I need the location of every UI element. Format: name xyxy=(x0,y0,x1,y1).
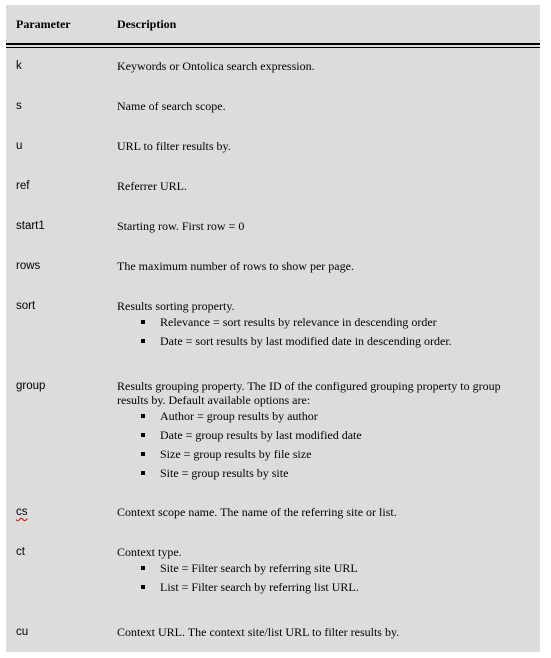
option-text: Relevance = sort results by relevance in descending order xyxy=(160,315,437,329)
parameter-name: group xyxy=(16,380,46,392)
parameter-description xyxy=(117,59,512,73)
description-text: Context scope name. The name of the referring site or list. xyxy=(117,505,397,519)
option-list xyxy=(117,409,512,480)
option-text: Size = group results by file size xyxy=(160,447,312,461)
description-text: URL to filter results by. xyxy=(117,139,231,153)
parameter-name: rows xyxy=(16,260,41,272)
description-text: Context type. xyxy=(117,545,182,559)
option-item xyxy=(117,315,512,329)
option-item xyxy=(117,409,512,423)
square-bullet-icon xyxy=(141,339,145,343)
square-bullet-icon xyxy=(141,471,145,475)
square-bullet-icon xyxy=(141,585,145,589)
description-text: The maximum number of rows to show per page. xyxy=(117,259,354,273)
description-text: Keywords or Ontolica search expression. xyxy=(117,59,315,73)
description-text: Results grouping property. The ID of the configured grouping property to group results by. Default available options are: xyxy=(117,379,501,407)
option-text: Date = sort results by last modified date in descending order. xyxy=(160,334,452,348)
parameter-description xyxy=(117,545,512,599)
parameter-description xyxy=(117,259,512,273)
option-text: Site = group results by site xyxy=(160,466,289,480)
square-bullet-icon xyxy=(141,414,145,418)
option-text: Date = group results by last modified date xyxy=(160,428,362,442)
parameter-name: start1 xyxy=(16,220,45,232)
parameter-table xyxy=(6,5,540,652)
square-bullet-icon xyxy=(141,433,145,437)
description-text: Starting row. First row = 0 xyxy=(117,219,245,233)
header-description: Description xyxy=(117,17,177,31)
description-text: Context URL. The context site/list URL to filter results by. xyxy=(117,625,400,639)
description-text: Results sorting property. xyxy=(117,299,235,313)
parameter-description xyxy=(117,299,512,353)
parameter-description xyxy=(117,139,512,153)
parameter-name: sort xyxy=(16,300,36,312)
parameter-description xyxy=(117,179,512,193)
parameter-name: ref xyxy=(16,180,30,192)
parameter-name: cs xyxy=(16,506,28,518)
option-item xyxy=(117,447,512,461)
parameter-description xyxy=(117,625,512,639)
parameter-description xyxy=(117,379,512,485)
option-item xyxy=(117,561,512,575)
parameter-description xyxy=(117,219,512,233)
parameter-description xyxy=(117,99,512,113)
square-bullet-icon xyxy=(141,452,145,456)
parameter-name: cu xyxy=(16,626,29,638)
parameter-description xyxy=(117,505,512,519)
option-text: Author = group results by author xyxy=(160,409,318,423)
table-header xyxy=(6,5,540,45)
option-list xyxy=(117,561,512,594)
square-bullet-icon xyxy=(141,566,145,570)
option-text: Site = Filter search by referring site URL xyxy=(160,561,358,575)
parameter-name: k xyxy=(16,60,22,72)
parameter-name: s xyxy=(16,100,22,112)
square-bullet-icon xyxy=(141,320,145,324)
header-rule-thin xyxy=(6,47,540,48)
option-list xyxy=(117,315,512,348)
option-text: List = Filter search by referring list URL. xyxy=(160,580,359,594)
description-text: Name of search scope. xyxy=(117,99,226,113)
parameter-name: ct xyxy=(16,546,25,558)
description-text: Referrer URL. xyxy=(117,179,187,193)
option-item xyxy=(117,428,512,442)
header-parameter: Parameter xyxy=(16,17,71,31)
header-rule-thick xyxy=(6,43,540,45)
option-item xyxy=(117,334,512,348)
option-item xyxy=(117,580,512,594)
parameter-name: u xyxy=(16,140,23,152)
option-item xyxy=(117,466,512,480)
